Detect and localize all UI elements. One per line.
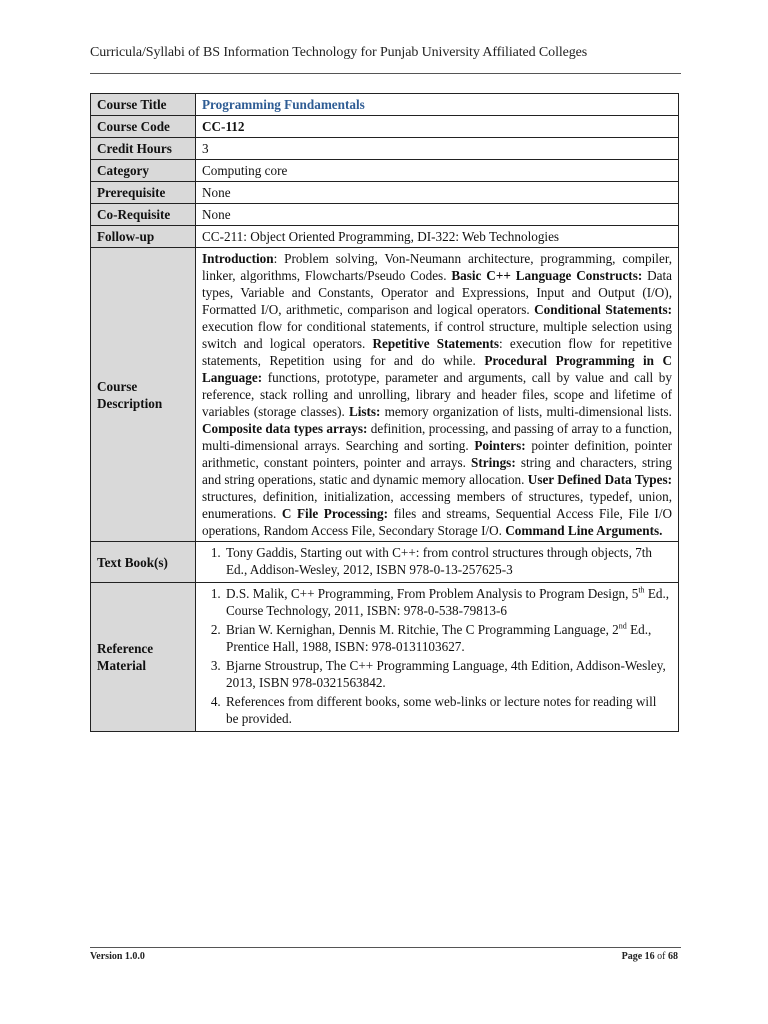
textbook-list [202, 544, 672, 578]
footer-divider [90, 947, 681, 948]
prerequisite-value: None [196, 182, 679, 204]
edition-superscript: th [638, 585, 645, 595]
label-textbooks: Text Book(s) [91, 542, 196, 583]
reference-text: Bjarne Stroustrup, The C++ Programming Language, 4th Edition, Addison-Wesley, 2013, ISBN 978-0321563842. [226, 658, 666, 690]
course-code-value: CC-112 [196, 116, 679, 138]
description-topic: Basic C++ Language Constructs: [451, 268, 643, 283]
description-topic: Conditional Statements: [534, 302, 672, 317]
row-textbooks [91, 542, 679, 583]
label-credit-hours: Credit Hours [91, 138, 196, 160]
description-topic: Pointers: [474, 438, 526, 453]
description-topic: C File Processing: [281, 506, 389, 521]
row-category [91, 160, 679, 182]
footer-page-total: 68 [668, 951, 678, 962]
course-description-value [196, 248, 679, 542]
label-prerequisite: Prerequisite [91, 182, 196, 204]
label-category: Category [91, 160, 196, 182]
reference-item [224, 657, 672, 691]
reference-text: D.S. Malik, C++ Programming, From Problem Analysis to Program Design, 5 [226, 586, 639, 601]
label-description: Course Description [91, 248, 196, 542]
footer-version: Version 1.0.0 [90, 951, 145, 962]
footer-page-current: 16 [644, 951, 655, 962]
course-table [90, 93, 679, 732]
course-title-value: Programming Fundamentals [196, 94, 679, 116]
reference-item [224, 621, 672, 655]
description-text: memory organization of lists, multi-dimensional lists. [380, 404, 672, 419]
description-topic: Strings: [471, 455, 516, 470]
reference-text: Brian W. Kernighan, Dennis M. Ritchie, The C Programming Language, 2 [226, 622, 619, 637]
row-followup [91, 226, 679, 248]
reference-text-rest: Ed., Course Technology, 2011, ISBN: 978-0-538-79813-6 [226, 586, 670, 618]
edition-superscript: nd [618, 621, 627, 631]
page-header-title: Curricula/Syllabi of BS Information Technology for Punjab University Affiliated Colleges [90, 45, 588, 60]
description-text: structures, definition, initialization, accessing members of structures, typedef, union, enumerations. [202, 489, 672, 521]
description-topic: Command Line Arguments. [505, 523, 663, 538]
footer-page-number [622, 951, 678, 962]
corequisite-value: None [196, 204, 679, 226]
description-topic: Composite data types arrays: [202, 421, 368, 436]
category-value: Computing core [196, 160, 679, 182]
description-topic: Introduction [202, 251, 274, 266]
reference-item [224, 585, 672, 619]
row-corequisite [91, 204, 679, 226]
row-course-title [91, 94, 679, 116]
textbook-item: 1. Tony Gaddis, Starting out with C++: from control structures through objects, 7th Ed., Addison-Wesley, 2012, ISBN 978-0-13-257625-3 [224, 544, 672, 578]
description-text: execution flow for conditional statements, if control structure, multiple selection using switch and logical operators. [202, 319, 672, 351]
description-text: : execution flow for repetitive statements, Repetition using for and do while. [202, 336, 672, 368]
row-references [91, 583, 679, 732]
header-divider [90, 73, 681, 74]
textbooks-value [196, 542, 679, 583]
description-text: Data types, Variable and Constants, Operator and Expressions, Input and Output (I/O), Formatted I/O, arithmetic, comparison and logical operators. [202, 268, 672, 317]
description-text: : Problem solving, Von-Neumann architecture, programming, compiler, linker, algorithms, Flowcharts/Pseudo Codes. [202, 251, 672, 283]
description-text: files and streams, Sequential Access File, File I/O operations, Random Access File, Secondary Storage I/O. [202, 506, 673, 538]
description-topic: Repetitive Statements [372, 336, 499, 351]
description-topic: User Defined Data Types: [527, 472, 672, 487]
row-course-code [91, 116, 679, 138]
row-description [91, 248, 679, 542]
label-course-title: Course Title [91, 94, 196, 116]
description-text: functions, prototype, parameter and arguments, call by value and call by reference, stack rolling and unrolling, library and header files, scope and lifetime of variables (storage classes). [202, 370, 672, 419]
credit-hours-value: 3 [196, 138, 679, 160]
reference-text-rest: Ed., Prentice Hall, 1988, ISBN: 978-0131103627. [226, 622, 652, 654]
description-text: definition, processing, and passing of array to a function, multi-dimensional arrays. Searching and sorting. [202, 421, 672, 453]
description-topic: Lists: [348, 404, 381, 419]
description-text: pointer definition, pointer arithmetic, constant pointers, pointer and arrays. [202, 438, 672, 470]
reference-list [202, 585, 672, 727]
reference-text: References from different books, some web-links or lecture notes for reading will be provided. [226, 694, 657, 726]
label-corequisite: Co-Requisite [91, 204, 196, 226]
label-course-code: Course Code [91, 116, 196, 138]
footer-page-of: of [657, 951, 666, 962]
footer-page-label: Page [621, 951, 643, 962]
label-references: Reference Material [91, 583, 196, 732]
description-topic: Procedural Programming in C Language: [202, 353, 673, 385]
reference-item [224, 693, 672, 727]
description-text: string and characters, string and string operations, static and dynamic memory allocation. [202, 455, 672, 487]
references-value [196, 583, 679, 732]
followup-value: CC-211: Object Oriented Programming, DI-322: Web Technologies [196, 226, 679, 248]
row-credit-hours [91, 138, 679, 160]
label-followup: Follow-up [91, 226, 196, 248]
row-prerequisite [91, 182, 679, 204]
